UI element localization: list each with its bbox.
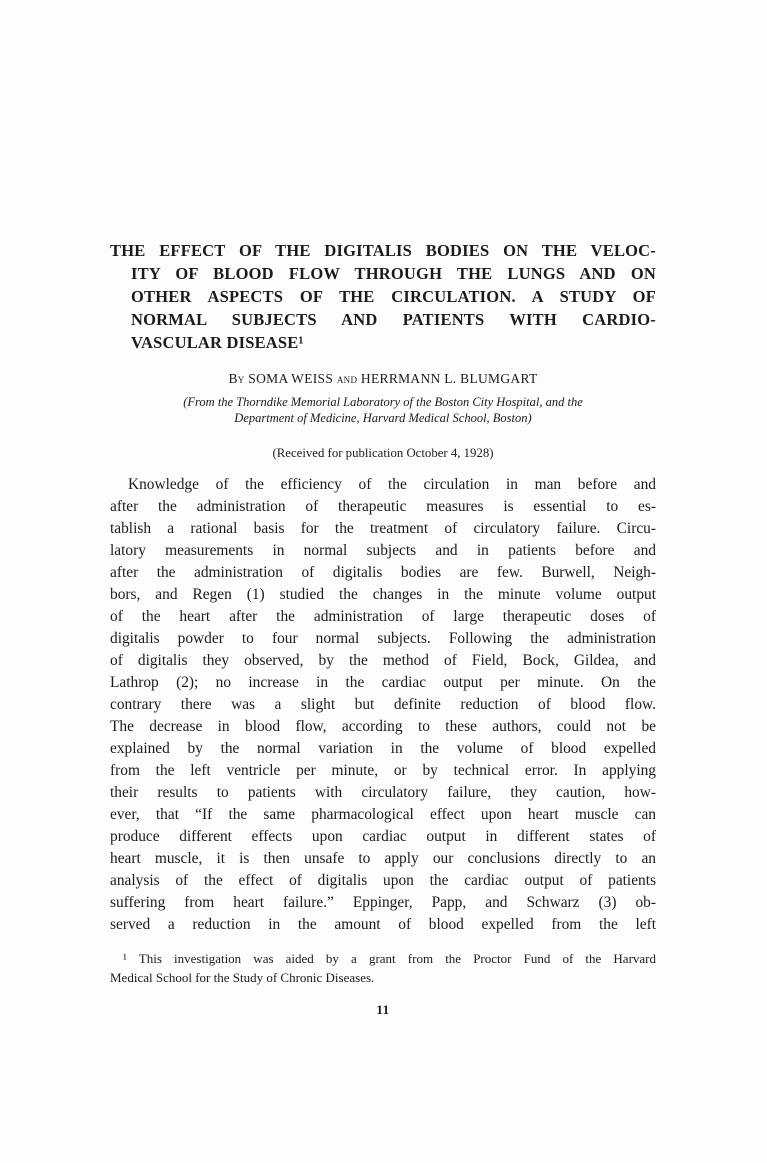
footnote-line: ¹ This investigation was aided by a grant from the Proctor Fund of the Harvard <box>123 951 656 966</box>
title-line: NORMAL SUBJECTS AND PATIENTS WITH CARDIO- <box>131 310 656 329</box>
body-line: Knowledge of the efficiency of the circulation in man before and <box>128 476 656 493</box>
page-number: 11 <box>376 1002 390 1017</box>
body-line: produce different effects upon cardiac output in different states of <box>110 828 656 845</box>
footnote <box>110 949 656 987</box>
body-line: ever, that “If the same pharmacological effect upon heart muscle can <box>110 806 656 823</box>
body-line: after the administration of digitalis bodies are few. Burwell, Neigh- <box>110 564 656 581</box>
body-line: bors, and Regen (1) studied the changes in the minute volume output <box>110 586 656 603</box>
body-line: suffering from heart failure.” Eppinger, Papp, and Schwarz (3) ob- <box>110 894 656 911</box>
footnote-line: Medical School for the Study of Chronic Diseases. <box>110 970 375 985</box>
body-line: explained by the normal variation in the volume of blood expelled <box>110 740 656 757</box>
affiliation-line: (From the Thorndike Memorial Laboratory of the Boston City Hospital, and the <box>183 395 583 409</box>
body-line: latory measurements in normal subjects and in patients before and <box>110 542 656 559</box>
byline: By SOMA WEISS and HERRMANN L. BLUMGART <box>228 371 538 386</box>
body-line: Lathrop (2); no increase in the cardiac output per minute. On the <box>110 674 656 691</box>
paragraph <box>110 474 656 936</box>
body-line: after the administration of therapeutic measures is essential to es- <box>110 498 656 515</box>
body-line: their results to patients with circulatory failure, they caution, how- <box>110 784 656 801</box>
title-line: ITY OF BLOOD FLOW THROUGH THE LUNGS AND ON <box>131 264 656 283</box>
title-line: THE EFFECT OF THE DIGITALIS BODIES ON THE VELOC- <box>110 241 656 260</box>
received-note: (Received for publication October 4, 1928) <box>272 446 494 460</box>
title-line: OTHER ASPECTS OF THE CIRCULATION. A STUDY OF <box>131 287 656 306</box>
title-line: VASCULAR DISEASE¹ <box>131 333 304 352</box>
body-line: contrary there was a slight but definite reduction of blood flow. <box>110 696 656 713</box>
body-line: tablish a rational basis for the treatment of circulatory failure. Circu- <box>110 520 656 537</box>
affiliation-line: Department of Medicine, Harvard Medical School, Boston) <box>234 411 532 425</box>
body-line: heart muscle, it is then unsafe to apply our conclusions directly to an <box>110 850 656 867</box>
body-line: The decrease in blood flow, according to these authors, could not be <box>110 718 656 735</box>
body-line: of the heart after the administration of large therapeutic doses of <box>110 608 656 625</box>
body-line: digitalis powder to four normal subjects. Following the administration <box>110 630 656 647</box>
article-title <box>110 239 656 354</box>
body-line: from the left ventricle per minute, or by technical error. In applying <box>110 762 656 779</box>
body-line: of digitalis they observed, by the method of Field, Bock, Gildea, and <box>110 652 656 669</box>
body-line: served a reduction in the amount of blood expelled from the left <box>110 916 656 933</box>
article-content <box>110 239 656 1018</box>
body-line: analysis of the effect of digitalis upon the cardiac output of patients <box>110 872 656 889</box>
affiliation <box>110 394 656 426</box>
